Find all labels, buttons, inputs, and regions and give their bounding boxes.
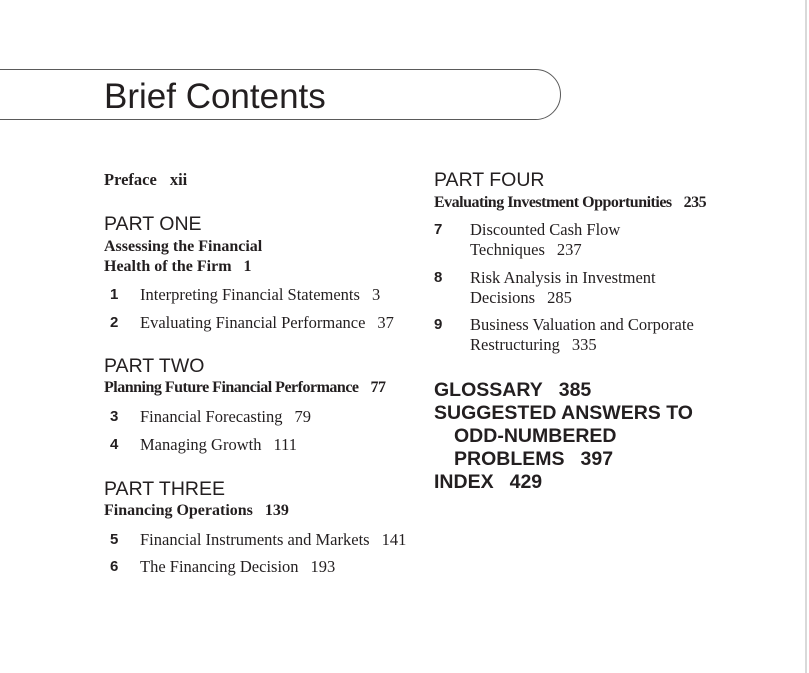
- chapter-title: Financial Forecasting: [140, 407, 283, 426]
- part-two-label: PART TWO: [104, 355, 205, 377]
- part-two: [104, 355, 386, 398]
- index-page: 429: [509, 471, 543, 493]
- toc-entry-glossary[interactable]: [434, 379, 591, 402]
- chapter-page: 141: [381, 530, 407, 549]
- chapter-title-line2: Restructuring: [470, 335, 560, 354]
- chapter-number: 7: [434, 221, 443, 238]
- part-two-title-text: Planning Future Financial Performance: [104, 379, 359, 396]
- answers-line3: PROBLEMS: [454, 448, 565, 470]
- answers-line3-wrap: [434, 448, 693, 471]
- chapter-number: 5: [110, 531, 119, 548]
- chapter-title-line2: Decisions: [470, 288, 536, 307]
- part-three-title-text: Financing Operations: [104, 502, 253, 519]
- preface-page: xii: [169, 170, 188, 189]
- chapter-number: 1: [110, 286, 119, 303]
- part-four-title[interactable]: [434, 193, 706, 213]
- toc-entry-suggested-answers[interactable]: [434, 402, 693, 471]
- part-one-label: PART ONE: [104, 213, 202, 235]
- chapter-page: 111: [273, 435, 297, 454]
- page-title: Brief Contents: [104, 77, 326, 116]
- part-one-title-line2[interactable]: [104, 257, 262, 277]
- chapter-number: 9: [434, 316, 443, 333]
- chapter-page: 335: [571, 335, 597, 354]
- chapter-page: 237: [556, 240, 582, 259]
- part-three-page: 139: [264, 502, 289, 519]
- part-two-page: 77: [370, 379, 386, 396]
- chapter-page: 193: [310, 557, 336, 576]
- part-one-page: 1: [243, 258, 252, 275]
- chapter-title: Evaluating Financial Performance: [140, 313, 366, 332]
- answers-line1: SUGGESTED ANSWERS TO: [434, 402, 693, 424]
- answers-page: 397: [580, 448, 614, 470]
- part-three: [104, 478, 289, 521]
- toc-entry-preface[interactable]: [104, 169, 424, 191]
- part-three-title[interactable]: [104, 501, 289, 521]
- part-one-title-text: Health of the Firm: [104, 258, 232, 275]
- chapter-number: 4: [110, 436, 119, 453]
- toc-entry-index[interactable]: [434, 471, 542, 494]
- chapter-title: The Financing Decision: [140, 557, 299, 576]
- part-four-page: 235: [683, 194, 707, 211]
- part-four-title-text: Evaluating Investment Opportunities: [434, 194, 672, 211]
- chapter-title: Financial Instruments and Markets: [140, 530, 370, 549]
- part-four: [434, 169, 706, 213]
- chapter-page: 37: [377, 313, 394, 332]
- chapter-title: Managing Growth: [140, 435, 262, 454]
- part-one: [104, 213, 262, 277]
- index-label: INDEX: [434, 471, 494, 493]
- chapter-title-line1: Business Valuation and Corporate: [470, 315, 694, 334]
- part-one-title-line1[interactable]: Assessing the Financial: [104, 238, 263, 255]
- chapter-title-line2: Techniques: [470, 240, 545, 259]
- chapter-title-line1: Risk Analysis in Investment: [470, 268, 656, 287]
- chapter-page: 3: [371, 285, 381, 304]
- glossary-page: 385: [558, 379, 592, 401]
- glossary-label: GLOSSARY: [434, 379, 543, 401]
- preface-label: Preface: [104, 170, 157, 189]
- chapter-title: Interpreting Financial Statements: [140, 285, 360, 304]
- contents-left-column: [104, 169, 424, 576]
- part-four-label: PART FOUR: [434, 169, 545, 191]
- part-three-label: PART THREE: [104, 478, 226, 500]
- chapter-number: 3: [110, 408, 119, 425]
- answers-line2: ODD-NUMBERED: [454, 425, 617, 447]
- part-two-title[interactable]: [104, 378, 386, 398]
- chapter-page: 79: [294, 407, 312, 426]
- chapter-number: 6: [110, 558, 119, 575]
- chapter-title-line1: Discounted Cash Flow: [470, 220, 621, 239]
- chapter-number: 8: [434, 269, 443, 286]
- page-edge-divider: [805, 0, 807, 673]
- chapter-number: 2: [110, 314, 119, 331]
- chapter-page: 285: [547, 288, 572, 307]
